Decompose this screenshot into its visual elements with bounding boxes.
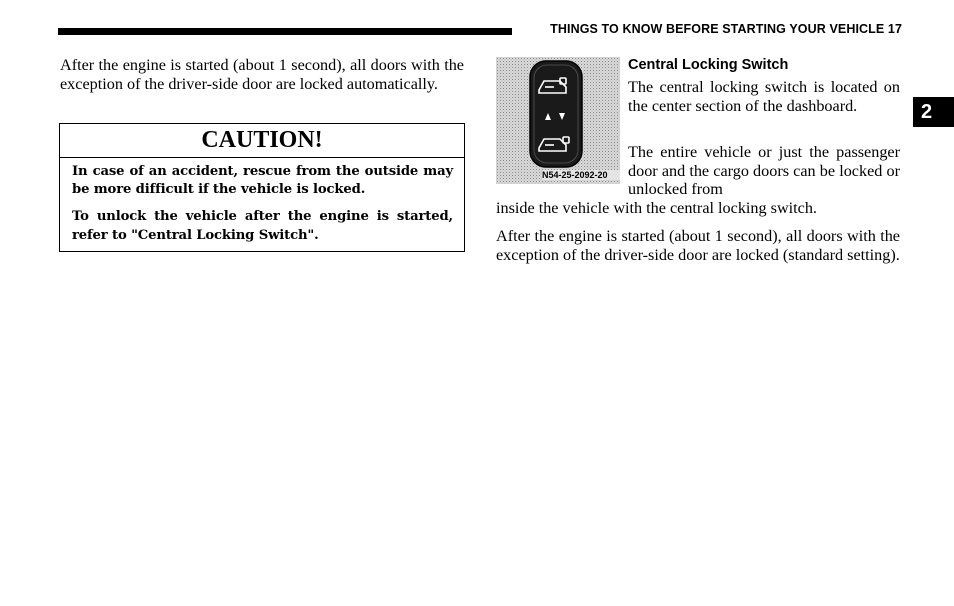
caution-body (60, 158, 464, 245)
chapter-tab: 2 (913, 97, 954, 127)
caution-title: CAUTION! (60, 124, 464, 158)
left-column (60, 56, 464, 93)
intro-paragraph: After the engine is started (about 1 second), all doors with the exception of the driver-side door are locked automatically. (60, 56, 464, 93)
caution-paragraph-2: To unlock the vehicle after the engine is started, refer to "Central Locking Switch". (72, 209, 453, 243)
section-heading: Central Locking Switch (628, 57, 789, 73)
caution-box (59, 123, 465, 252)
figure-code: N54-25-2092-20 (542, 170, 620, 180)
central-locking-switch-figure (496, 57, 620, 184)
location-paragraph: The central locking switch is located on the center section of the dashboard. (628, 78, 900, 115)
lock-scope-paragraph: The entire vehicle or just the passenger door and the cargo doors can be locked or unlocked from (628, 143, 900, 199)
header-rule (58, 28, 512, 35)
auto-lock-paragraph: After the engine is started (about 1 second), all doors with the exception of the driver-side door are locked (standard setting). (496, 227, 900, 264)
lock-scope-paragraph-continued: inside the vehicle with the central locking switch. (496, 199, 817, 217)
running-header: THINGS TO KNOW BEFORE STARTING YOUR VEHICLE 17 (550, 22, 902, 36)
caution-paragraph-1: In case of an accident, rescue from the outside may be more difficult if the vehicle is locked. (72, 164, 453, 198)
switch-illustration (496, 57, 620, 184)
